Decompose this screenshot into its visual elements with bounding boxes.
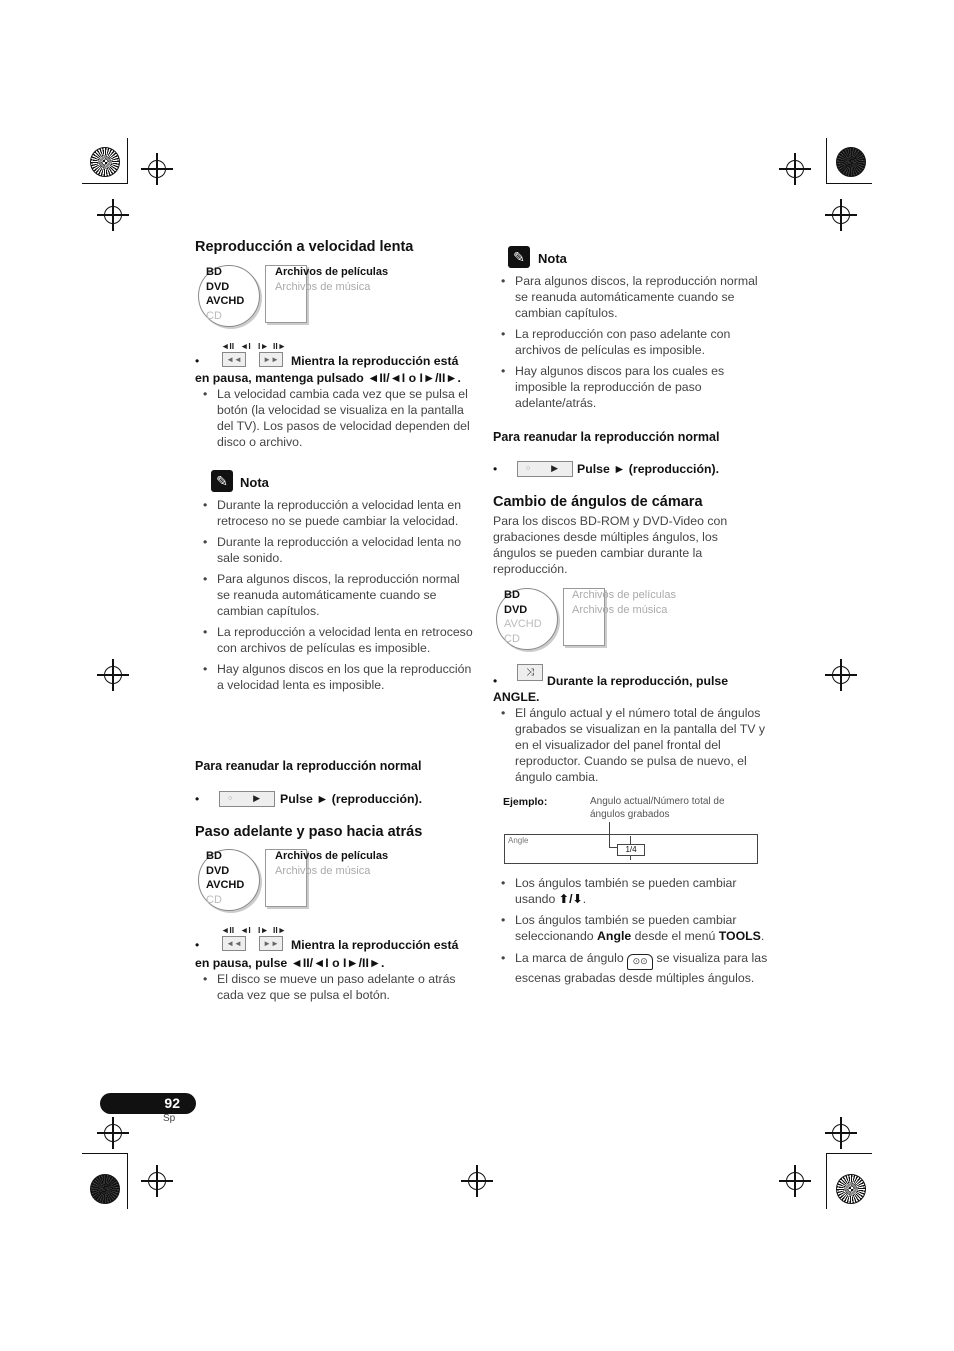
note-title: Nota bbox=[240, 475, 269, 490]
registration-mark bbox=[832, 206, 850, 224]
play-button-graphic: ○ ▶ bbox=[517, 461, 573, 477]
format-list: BD DVD AVCHD CD bbox=[206, 266, 245, 322]
example-caption: Angulo actual/Número total de ángulos grabados bbox=[590, 796, 725, 820]
slow-instruction-line2: en pausa, mantenga pulsado ◄II/◄I o I►/II►. bbox=[195, 371, 461, 385]
registration-mark bbox=[468, 1172, 486, 1190]
media-compat-badge bbox=[198, 849, 389, 913]
section-heading-angle: Cambio de ángulos de cámara bbox=[493, 494, 703, 510]
registration-mark bbox=[786, 160, 804, 178]
slow-instruction-line1: Mientra la reproducción está bbox=[291, 354, 459, 368]
screen-angle-label: Angle bbox=[508, 836, 529, 845]
registration-mark bbox=[786, 1172, 804, 1190]
rewind-button: ◄◄ bbox=[222, 936, 246, 951]
media-compat-badge bbox=[496, 588, 676, 652]
angle-intro: Para los discos BD-ROM y DVD-Video con grabaciones desde múltiples ángulos, los ángulos se pueden cambiar durante la reproducción. bbox=[493, 514, 728, 576]
section-heading-step: Paso adelante y paso hacia atrás bbox=[195, 824, 423, 840]
file-type-list: Archivos de películas Archivos de música bbox=[572, 589, 676, 616]
registration-sunburst bbox=[836, 1174, 866, 1204]
page-language: Sp bbox=[163, 1113, 176, 1124]
media-compat-badge bbox=[198, 265, 389, 329]
example-label: Ejemplo: bbox=[503, 796, 548, 808]
rewind-button: ◄◄ bbox=[222, 352, 246, 367]
registration-sunburst bbox=[90, 1174, 120, 1204]
registration-sunburst bbox=[90, 147, 120, 177]
step-bullets: • El disco se mueve un paso adelante o atrás cada vez que se pulsa el botón. bbox=[195, 971, 475, 1008]
file-type-list: Archivos de películas Archivos de música bbox=[275, 850, 389, 877]
registration-mark bbox=[104, 1124, 122, 1142]
resume-heading: Para reanudar la reproducción normal bbox=[493, 430, 720, 444]
angle-shuffle-icon: ⤨ bbox=[517, 664, 543, 681]
registration-mark bbox=[148, 1172, 166, 1190]
registration-mark bbox=[104, 666, 122, 684]
format-list: BD DVD AVCHD CD bbox=[206, 850, 245, 906]
angle-bullets-1: • El ángulo actual y el número total de ángulos grabados se visualizan en la pantalla del TV y en el visualizador del panel frontal del reproductor. Cuando se pulsa de nuevo, el ángulo cambia. bbox=[493, 705, 768, 790]
section-heading-slow: Reproducción a velocidad lenta bbox=[195, 239, 414, 255]
resume-instruction: Pulse ► (reproducción). bbox=[577, 462, 719, 476]
registration-mark bbox=[832, 1124, 850, 1142]
step-instruction-line2: en pausa, pulse ◄II/◄I o I►/II►. bbox=[195, 956, 385, 970]
angle-instruction-line2: ANGLE. bbox=[493, 690, 540, 704]
step-instruction-line1: Mientra la reproducción está bbox=[291, 938, 459, 952]
registration-mark bbox=[832, 666, 850, 684]
resume-heading: Para reanudar la reproducción normal bbox=[195, 759, 422, 773]
resume-instruction: Pulse ► (reproducción). bbox=[280, 792, 422, 806]
file-type-list: Archivos de películas Archivos de música bbox=[275, 266, 389, 293]
camera-angle-icon: ⊙⊙ bbox=[627, 954, 653, 970]
forward-button: ►► bbox=[259, 352, 283, 367]
screen-angle-value: 1/4 bbox=[617, 844, 645, 856]
registration-sunburst bbox=[836, 147, 866, 177]
forward-button: ►► bbox=[259, 936, 283, 951]
note-bullets: • Durante la reproducción a velocidad lenta en retroceso no se puede cambiar la velocidad. • Durante la reproducción a velocidad lenta no sale sonido. • Para algunos discos, la reproducción normal se reanuda automáticamente cuando se cambian capítulos. • La reproducción a velocidad lenta en retroceso con archivos de películas es imposible. • Hay algunos discos en los que la reproducción a velocidad lenta es imposible. bbox=[195, 497, 475, 698]
page-number-badge: 92 bbox=[100, 1093, 196, 1114]
slow-bullets: • La velocidad cambia cada vez que se pulsa el botón (la velocidad se visualiza en la pantalla del TV). Los pasos de velocidad dependen del disco o archivo. bbox=[195, 386, 475, 455]
tv-screen-example bbox=[504, 834, 758, 864]
registration-mark bbox=[148, 160, 166, 178]
registration-mark bbox=[104, 206, 122, 224]
format-list: BD DVD AVCHD CD bbox=[504, 589, 542, 645]
note-pencil-icon: ✎ bbox=[211, 470, 233, 492]
play-button-graphic: ○ ▶ bbox=[219, 791, 275, 807]
angle-instruction-line1: Durante la reproducción, pulse bbox=[547, 674, 729, 688]
note-bullets: • Para algunos discos, la reproducción normal se reanuda automáticamente cuando se cambian capítulos. • La reproducción con paso adelante con archivos de películas es imposible. • Hay algunos discos para los cuales es imposible la reproducción de paso adelante/atrás. bbox=[493, 273, 768, 416]
angle-bullets-2: • Los ángulos también se pueden cambiar usando ⬆/⬇. • Los ángulos también se pueden cambiar seleccionando Angle desde el menú TOOLS. • La marca de ángulo ⊙⊙ se visualiza para las escenas grabadas desde múltiples ángulos. bbox=[493, 875, 768, 991]
note-title: Nota bbox=[538, 251, 567, 266]
note-pencil-icon: ✎ bbox=[508, 246, 530, 268]
